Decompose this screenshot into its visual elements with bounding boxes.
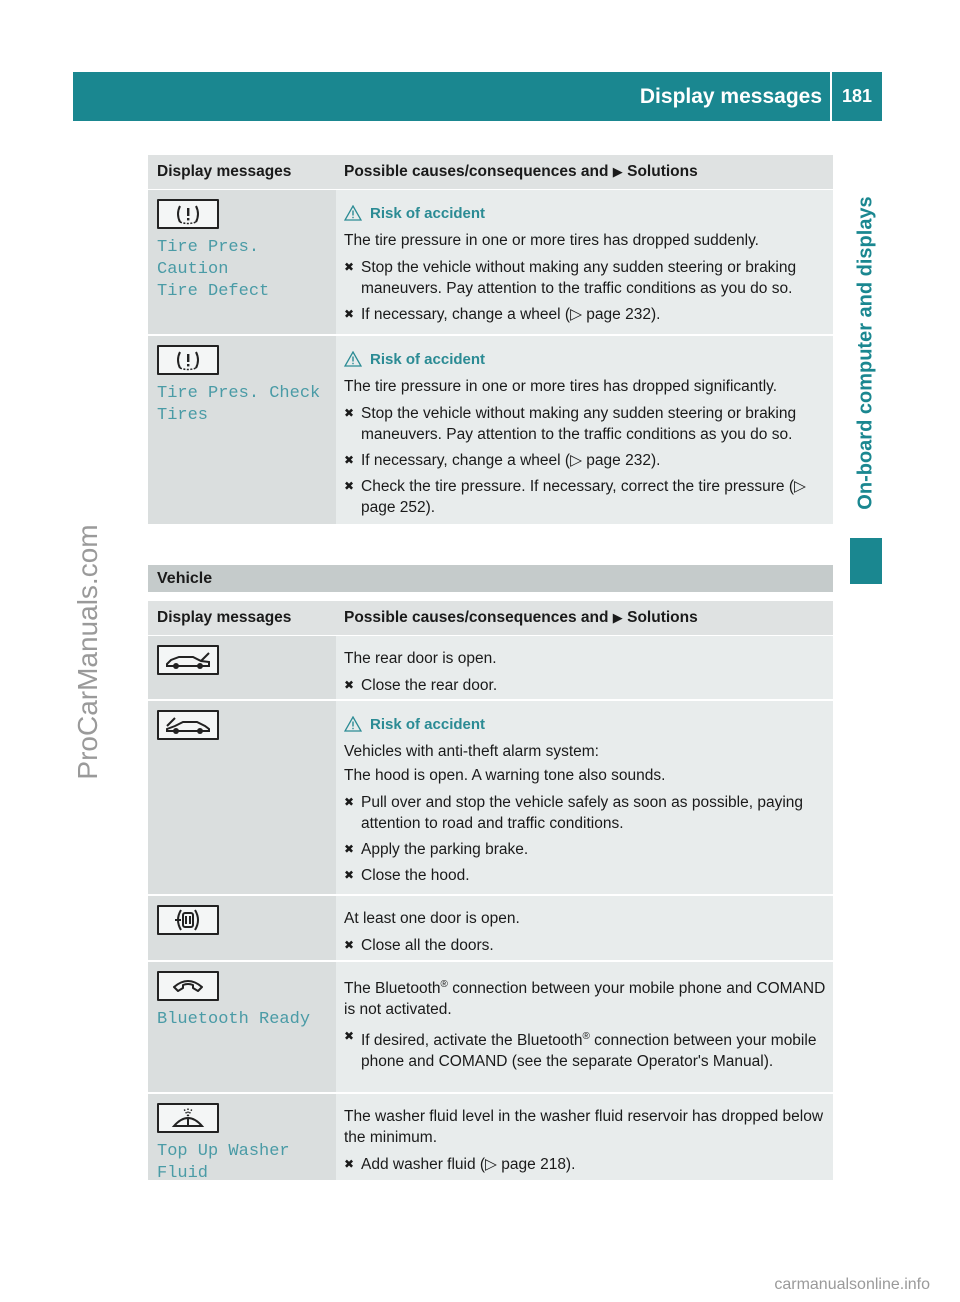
cause-text: The washer fluid level in the washer fluid reservoir has dropped below the minimum. <box>344 1108 824 1146</box>
display-message: Tire Defect <box>157 282 270 301</box>
table-row <box>148 636 833 701</box>
col-causes-solutions: Possible causes/consequences and ▶ Solutions <box>344 163 698 180</box>
list-item: ✖ If necessary, change a wheel (▷ page 232). <box>344 452 661 469</box>
telephone-icon <box>157 971 219 1001</box>
table-row <box>148 701 833 896</box>
list-item: ✖ Apply the parking brake. <box>344 841 529 858</box>
cause-text: Vehicles with anti-theft alarm system: <box>344 743 599 760</box>
cause-text: At least one door is open. <box>344 910 520 927</box>
list-item: ✖ Close the hood. <box>344 867 470 884</box>
cause-text: The hood is open. A warning tone also sounds. <box>344 767 666 784</box>
display-message: Tires <box>157 406 209 425</box>
risk-warning: Risk of accident <box>344 348 827 370</box>
warning-triangle-icon <box>344 205 362 221</box>
tire-pressure-warning-icon <box>157 199 219 229</box>
table-row <box>148 1094 833 1182</box>
rear-door-open-icon <box>157 645 219 675</box>
table-row <box>148 336 833 526</box>
header-title: Display messages <box>639 85 822 108</box>
section-title: Vehicle <box>157 570 213 587</box>
list-item: ✖ Stop the vehicle without making any sudden steering or braking maneuvers. Pay attention to the traffic conditions as you do so. <box>344 259 797 297</box>
col-causes-solutions: Possible causes/consequences and ▶ Solutions <box>344 609 698 626</box>
list-item: ✖ Add washer fluid (▷ page 218). <box>344 1156 576 1173</box>
table-header <box>148 601 833 636</box>
table-row <box>148 962 833 1094</box>
list-item: ✖ Pull over and stop the vehicle safely as soon as possible, paying attention to road and traffic conditions. <box>344 794 804 832</box>
vehicle-table <box>148 601 833 1182</box>
chapter-side-tab <box>850 121 882 584</box>
col-display-messages: Display messages <box>157 163 292 180</box>
triangle-right-icon: ▶ <box>612 610 623 625</box>
col-display-messages: Display messages <box>157 609 292 626</box>
watermark-left: ProCarManuals.com <box>72 524 103 780</box>
cause-text: The tire pressure in one or more tires has dropped suddenly. <box>344 232 759 249</box>
hood-open-icon <box>157 710 219 740</box>
cause-text: The tire pressure in one or more tires has dropped significantly. <box>344 378 778 395</box>
table-row <box>148 896 833 962</box>
cause-text: The Bluetooth® connection between your mobile phone and COMAND is not activated. <box>344 979 826 1019</box>
warning-triangle-icon <box>344 716 362 732</box>
chapter-marker <box>850 538 882 584</box>
table-row <box>148 190 833 336</box>
chapter-title: On-board computer and displays <box>854 195 877 510</box>
list-item: ✖ Stop the vehicle without making any sudden steering or braking maneuvers. Pay attention to the traffic conditions as you do so. <box>344 405 797 443</box>
tire-pressure-warning-icon <box>157 345 219 375</box>
list-item: ✖ Check the tire pressure. If necessary, correct the tire pressure (▷ page 252). <box>344 478 806 516</box>
list-item: ✖ Close the rear door. <box>344 677 498 694</box>
cause-text: The rear door is open. <box>344 650 497 667</box>
triangle-right-icon: ▶ <box>612 164 623 179</box>
risk-warning: Risk of accident <box>344 713 827 735</box>
risk-warning: Risk of accident <box>344 202 827 224</box>
display-message: Tire Pres. Check <box>157 384 321 403</box>
display-message: Bluetooth Ready <box>157 1010 311 1029</box>
list-item: ✖ If necessary, change a wheel (▷ page 232). <box>344 306 661 323</box>
list-item: ✖ Close all the doors. <box>344 937 494 954</box>
washer-fluid-icon <box>157 1103 219 1133</box>
page-number: 181 <box>841 86 873 106</box>
door-open-icon <box>157 905 219 935</box>
list-item: ✖ If desired, activate the Bluetooth® connection between your mobile phone and COMAND (see the separate Operator's Manual). <box>344 1029 817 1071</box>
display-message: Top Up Washer Fluid <box>157 1142 290 1183</box>
watermark-bottom: carmanualsonline.info <box>774 1276 930 1293</box>
tire-pressure-table <box>148 155 833 526</box>
warning-triangle-icon <box>344 351 362 367</box>
section-header <box>148 565 833 592</box>
table-header <box>148 155 833 190</box>
display-message: Tire Pres. Caution <box>157 238 260 279</box>
page-header <box>73 72 882 121</box>
